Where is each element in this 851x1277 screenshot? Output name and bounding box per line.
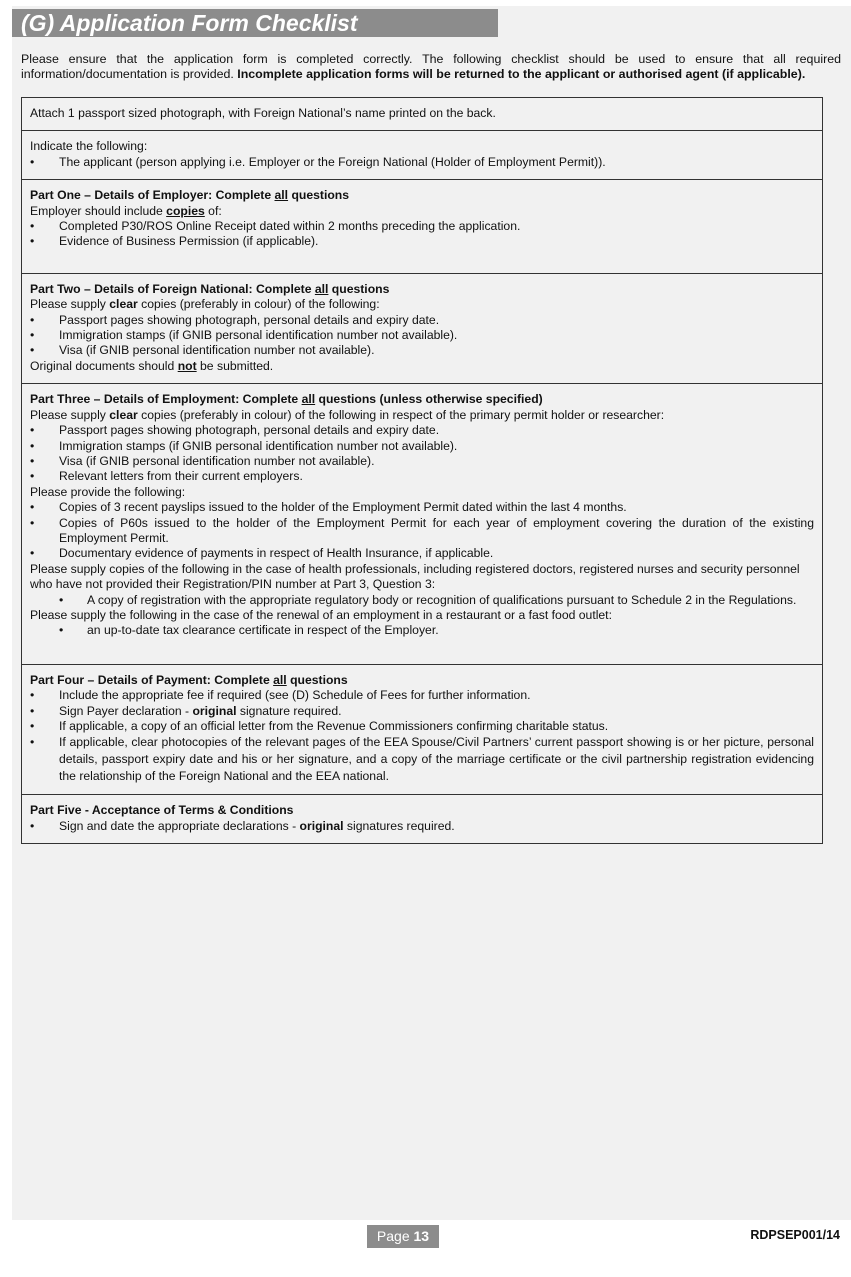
section-part-three (22, 384, 822, 665)
list-item: • Relevant letters from their current employers. (30, 469, 814, 484)
part-five-heading: Part Five - Acceptance of Terms & Conditions (30, 803, 294, 818)
list-item: • Immigration stamps (if GNIB personal identification number not available). (30, 439, 814, 454)
page-title: (G) Application Form Checklist (21, 10, 358, 36)
checklist-table (21, 97, 823, 844)
page-number: 13 (413, 1228, 430, 1244)
section-indicate (22, 131, 822, 180)
part-three-list (30, 423, 814, 485)
list-item: • A copy of registration with the appropriate regulatory body or recognition of qualifications pursuant to Schedule 2 in the Regulations. (30, 593, 814, 608)
list-item: • Documentary evidence of payments in respect of Health Insurance, if applicable. (30, 546, 814, 561)
list-item: • The applicant (person applying i.e. Employer or the Foreign National (Holder of Employment Permit)). (30, 155, 814, 170)
part-four-list (30, 688, 814, 734)
part-two-note: Original documents should not be submitted. (30, 358, 274, 373)
document-code: RDPSEP001/14 (750, 1228, 840, 1242)
part-two-list (30, 313, 814, 359)
list-item: • Immigration stamps (if GNIB personal identification number not available). (30, 328, 814, 343)
list-item: • Passport pages showing photograph, personal details and expiry date. (30, 423, 814, 438)
list-item: • Copies of 3 recent payslips issued to the holder of the Employment Permit dated within the last 4 months. (30, 500, 814, 515)
section-part-four (22, 665, 822, 796)
part-one-heading: Part One – Details of Employer: Complete all questions (30, 188, 350, 203)
list-item: • Completed P30/ROS Online Receipt dated within 2 months preceding the application. (30, 219, 814, 234)
title-bar (12, 9, 498, 37)
part-one-lead: Employer should include copies of: (30, 203, 222, 218)
photo-instruction: Attach 1 passport sized photograph, with Foreign National’s name printed on the back. (30, 106, 496, 120)
part-three-lead: Please supply clear copies (preferably in colour) of the following in respect of the primary permit holder or researcher: (30, 407, 665, 422)
part-three-renewal-list (30, 623, 814, 638)
list-item: • Visa (if GNIB personal identification number not available). (30, 454, 814, 469)
list-item: • If applicable, clear photocopies of the relevant pages of the EEA Spouse/Civil Partners’ current passport showing is or her picture, personal details, passport expiry date and his or her signature, and a copy of the marriage certificate or the civil partnership registration evidencing the relationship of the Foreign National and the EEA national. (30, 734, 814, 785)
part-five-list (30, 819, 814, 834)
section-part-two (22, 274, 822, 384)
list-item: • Include the appropriate fee if required (see (D) Schedule of Fees for further information. (30, 688, 814, 703)
list-item: • Evidence of Business Permission (if applicable). (30, 234, 814, 249)
part-three-health-lead: Please supply copies of the following in the case of health professionals, including registered doctors, registered nurses and security personnel who have not provided their Registration/PIN number at Part 3, Question 3: (30, 561, 800, 592)
part-one-list (30, 219, 814, 250)
part-three-provide-lead: Please provide the following: (30, 484, 186, 499)
list-item: • If applicable, a copy of an official letter from the Revenue Commissioners confirming charitable status. (30, 719, 814, 734)
indicate-lead: Indicate the following: (30, 139, 148, 154)
indicate-list (30, 155, 814, 170)
list-item: • Passport pages showing photograph, personal details and expiry date. (30, 313, 814, 328)
part-two-lead: Please supply clear copies (preferably in colour) of the following: (30, 297, 380, 312)
part-three-renewal-lead: Please supply the following in the case of the renewal of an employment in a restaurant or a fast food outlet: (30, 607, 612, 622)
list-item: • Copies of P60s issued to the holder of the Employment Permit for each year of employment covering the duration of the existing Employment Permit. (30, 516, 814, 547)
section-photo (22, 98, 822, 131)
part-four-heading: Part Four – Details of Payment: Complete all questions (30, 672, 348, 687)
intro-text: Please ensure that the application form is completed correctly. The following checklist should be used to ensure that all required information/documentation is provided. (21, 52, 841, 82)
list-item: • Visa (if GNIB personal identification number not available). (30, 343, 814, 358)
intro-warning: Incomplete application forms will be returned to the applicant or authorised agent (if applicable). (237, 67, 806, 82)
section-part-five (22, 795, 822, 843)
list-item: • an up-to-date tax clearance certificate in respect of the Employer. (30, 623, 814, 638)
part-three-heading: Part Three – Details of Employment: Complete all questions (unless otherwise specified) (30, 392, 543, 407)
list-item: • Sign Payer declaration - original signature required. (30, 704, 814, 719)
page-number-badge: Page 13 (367, 1225, 439, 1248)
part-three-health-list (30, 593, 814, 608)
part-four-list-spouse (30, 734, 814, 785)
intro-paragraph (21, 52, 841, 83)
list-item: • Sign and date the appropriate declarations - original signatures required. (30, 819, 814, 834)
section-part-one (22, 180, 822, 274)
part-two-heading: Part Two – Details of Foreign National: Complete all questions (30, 281, 390, 296)
part-three-provide-list (30, 500, 814, 562)
